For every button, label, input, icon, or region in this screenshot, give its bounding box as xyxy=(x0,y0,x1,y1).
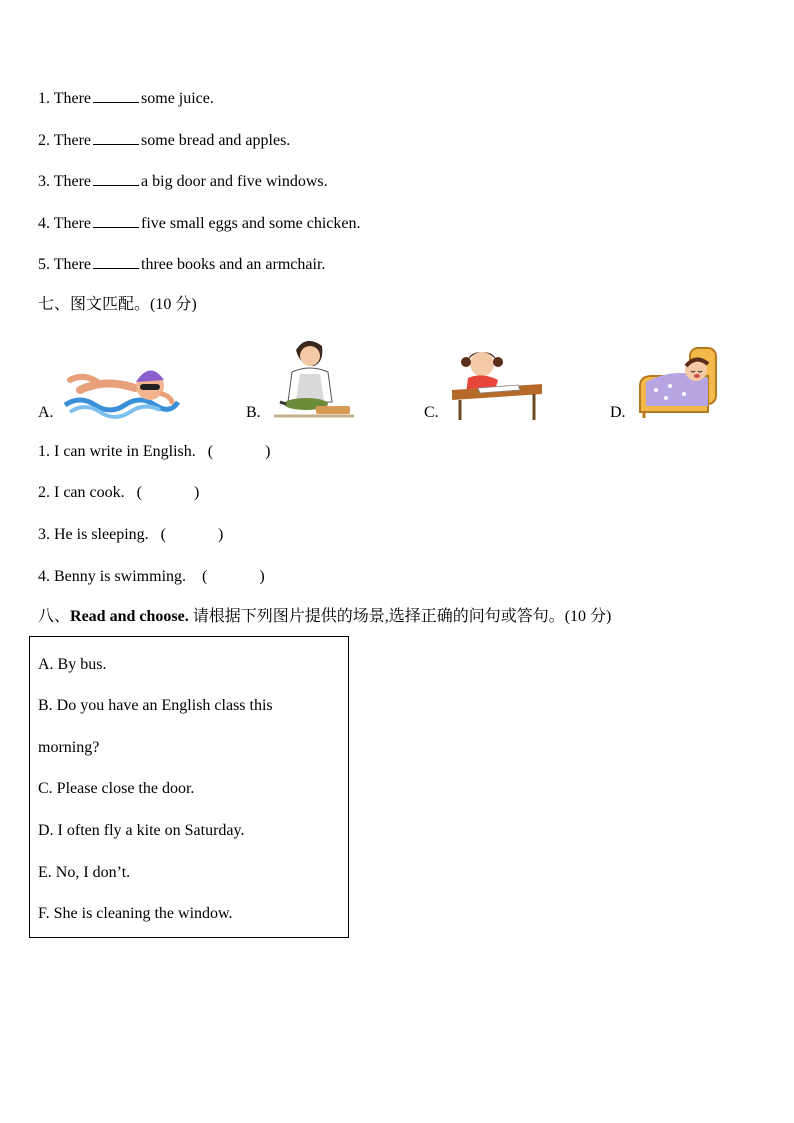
section7-title: 七、图文匹配。(10 分) xyxy=(38,296,197,313)
option-b: B. Do you have an English class this xyxy=(38,697,273,714)
girl-writing-icon xyxy=(448,344,544,422)
match-sentence-2: 2. I can cook. ( ) xyxy=(38,484,200,501)
match-sentence-4: 4. Benny is swimming. ( ) xyxy=(38,568,265,585)
fill-item-5: 5. There three books and an armchair. xyxy=(38,256,326,273)
option-c: C. Please close the door. xyxy=(38,780,195,797)
picture-label-a: A. xyxy=(38,404,54,421)
answer-blank[interactable] xyxy=(93,254,139,269)
option-d: D. I often fly a kite on Saturday. xyxy=(38,822,245,839)
cooking-woman-icon xyxy=(266,332,358,420)
answer-blank[interactable] xyxy=(93,213,139,228)
match-sentence-3: 3. He is sleeping. ( ) xyxy=(38,526,224,543)
picture-label-b: B. xyxy=(246,404,261,421)
fill-item-4: 4. There five small eggs and some chicken. xyxy=(38,215,361,232)
section8-title: 八、Read and choose. 请根据下列图片提供的场景,选择正确的问句或答句。(10 分) xyxy=(38,608,612,625)
answer-blank[interactable] xyxy=(93,130,139,145)
option-e: E. No, I don’t. xyxy=(38,864,131,881)
fill-item-2: 2. There some bread and apples. xyxy=(38,132,291,149)
section8-bold-title: Read and choose. xyxy=(70,608,189,625)
option-f: F. She is cleaning the window. xyxy=(38,905,233,922)
answer-blank[interactable] xyxy=(93,171,139,186)
swimmer-icon xyxy=(60,350,180,420)
picture-label-d: D. xyxy=(610,404,626,421)
sleeping-child-icon xyxy=(636,346,726,420)
option-a: A. By bus. xyxy=(38,656,107,673)
fill-item-3: 3. There a big door and five windows. xyxy=(38,173,328,190)
fill-item-1: 1. There some juice. xyxy=(38,90,214,107)
answer-blank[interactable] xyxy=(93,88,139,103)
options-box xyxy=(29,636,349,938)
picture-label-c: C. xyxy=(424,404,439,421)
option-b-continued: morning? xyxy=(38,739,100,756)
match-sentence-1: 1. I can write in English. ( ) xyxy=(38,443,271,460)
